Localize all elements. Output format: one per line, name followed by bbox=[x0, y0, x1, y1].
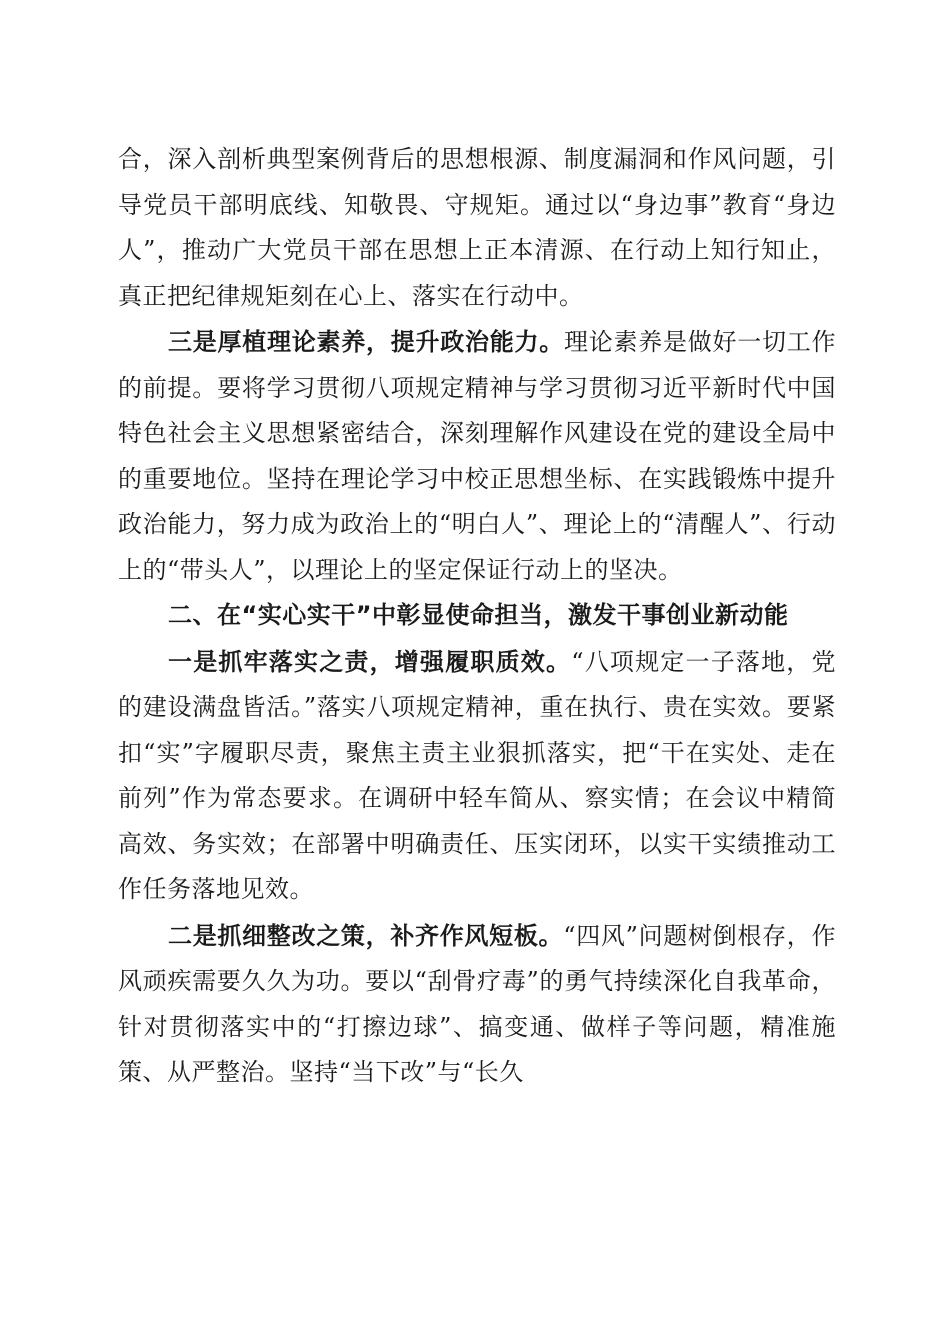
paragraph-body: “四风”问题树倒根存，作风顽疾需要久久为功。要以“刮骨疗毒”的勇气持续深化自我革命，针对贯彻落实中的“打擦边球”、搞变通、做样子等问题，精准施策、从严整治。坚持“当下改”与“长久 bbox=[118, 921, 836, 1086]
continued-paragraph: 合，深入剖析典型案例背后的思想根源、制度漏洞和作风问题，引导党员干部明底线、知敬畏、守规矩。通过以“身边事”教育“身边人”，推动广大党员干部在思想上正本清源、在行动上知行知止，真正把纪律规矩刻在心上、落实在行动中。 bbox=[118, 145, 836, 310]
paragraph-lead: 一是抓牢落实之责，增强履职质效。 bbox=[168, 646, 572, 676]
paragraph-body: “八项规定一子落地，党的建设满盘皆活。”落实八项规定精神，重在执行、贵在实效。要紧扣“实”字履职尽责，聚焦主责主业狠抓落实，把“干在实处、走在前列”作为常态要求。在调研中轻车简从、察实情；在会议中精简高效、务实效；在部署中明确责任、压实闭环，以实干实绩推动工作任务落地见效。 bbox=[118, 647, 836, 903]
paragraph-first-point bbox=[118, 639, 836, 913]
section-heading: 二、在“实心实干”中彰显使命担当，激发干事创业新动能 bbox=[168, 601, 789, 629]
paragraph-second-point bbox=[118, 913, 836, 1096]
document-page bbox=[118, 137, 836, 1096]
paragraph-body: 理论素养是做好一切工作的前提。要将学习贯彻八项规定精神与学习贯彻习近平新时代中国特色社会主义思想紧密结合，深刻理解作风建设在党的建设全局中的重要地位。坚持在理论学习中校正思想坐标、在实践锻炼中提升政治能力，努力成为政治上的“明白人”、理论上的“清醒人”、行动上的“带头人”，以理论上的坚定保证行动上的坚决。 bbox=[118, 328, 836, 584]
paragraph-lead: 三是厚植理论素养，提升政治能力。 bbox=[168, 327, 564, 356]
paragraph-third-point bbox=[118, 319, 836, 593]
paragraph-lead: 二是抓细整改之策，补齐作风短板。 bbox=[168, 920, 564, 950]
